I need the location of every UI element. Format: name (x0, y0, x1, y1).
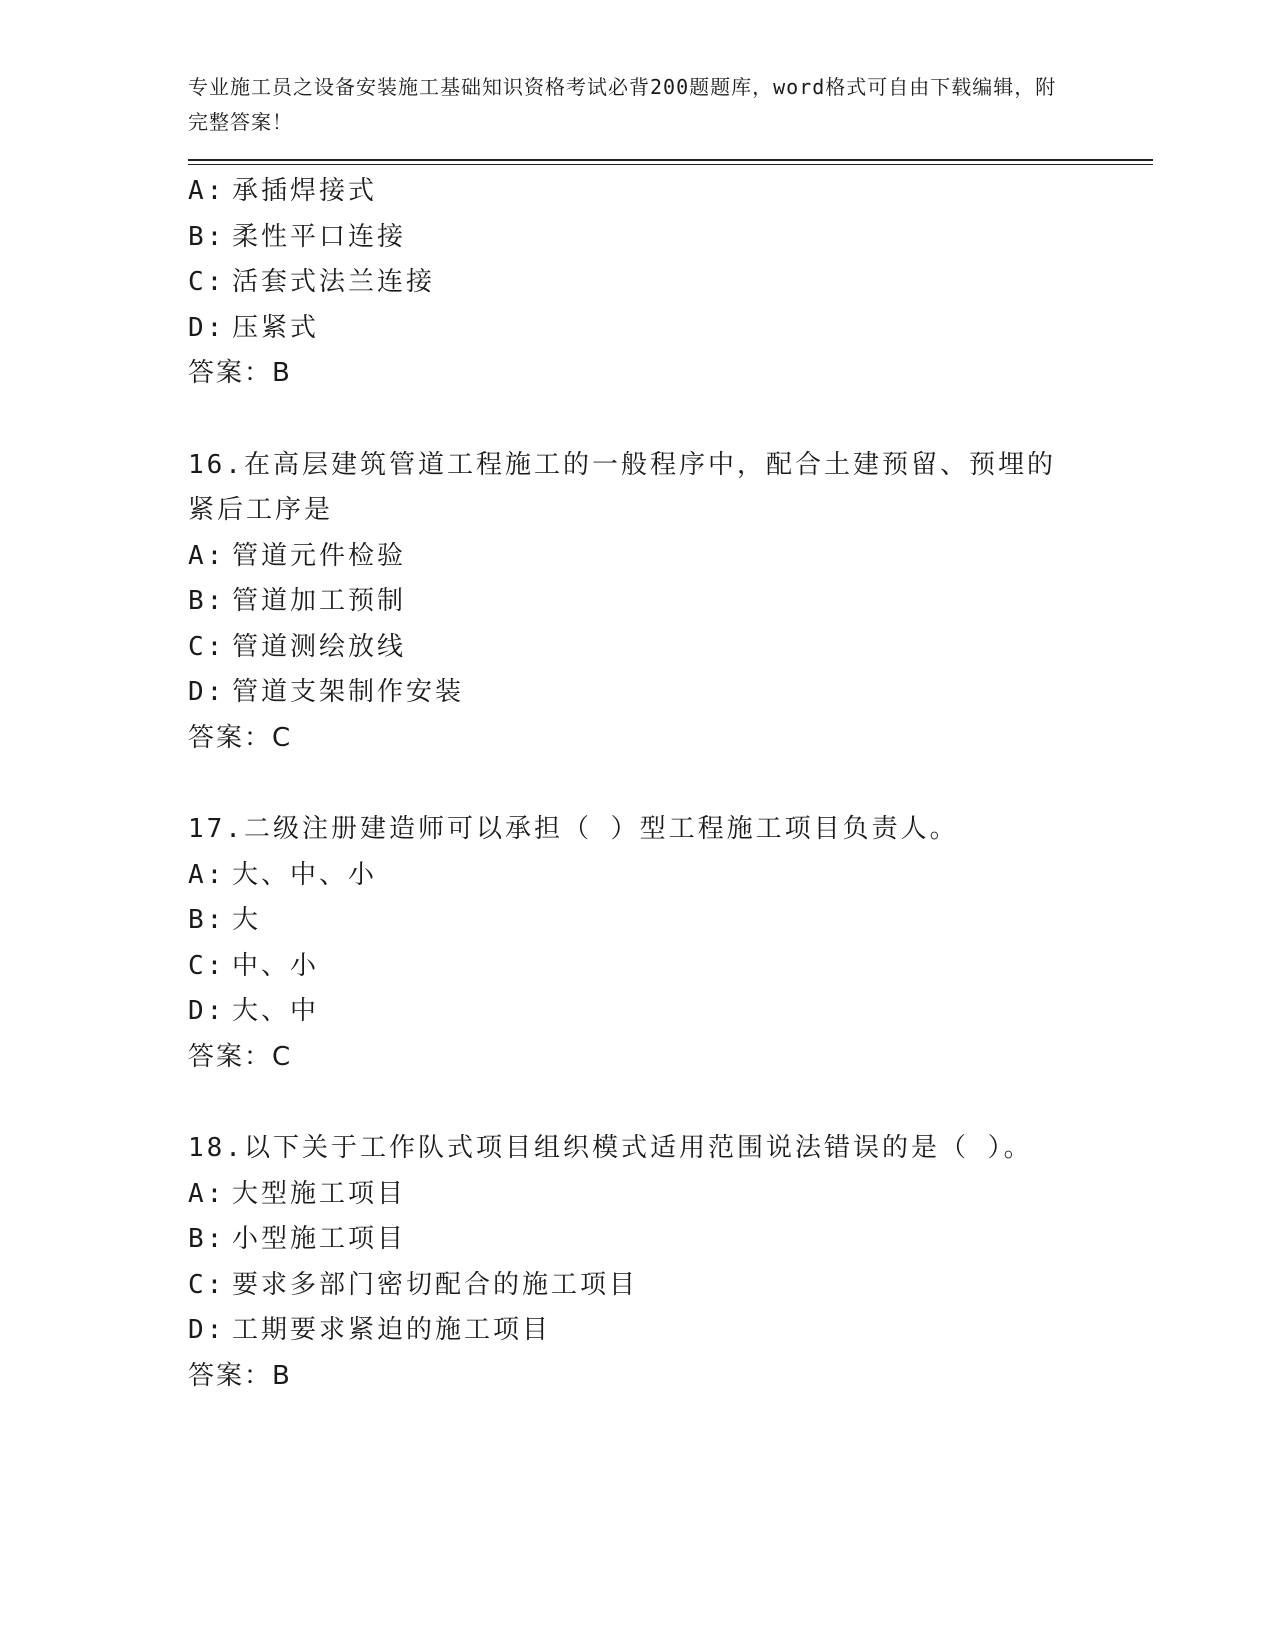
question-block (188, 169, 1148, 397)
document-header: 专业施工员之设备安装施工基础知识资格考试必背200题题库，word格式可自由下载编辑，附完整答案！ (188, 75, 1057, 134)
question-block (188, 1126, 1148, 1399)
option-c (188, 260, 1148, 306)
spacer (188, 397, 1148, 443)
option-d (188, 306, 1148, 352)
option-b (188, 1217, 1148, 1263)
option-label: D: (188, 996, 226, 1026)
option-label: B: (188, 586, 226, 616)
answer: 答案：B (188, 358, 292, 388)
option-label: A: (188, 176, 226, 206)
option-text: 大、中 (232, 996, 320, 1026)
spacer (188, 761, 1148, 807)
option-text: 工期要求紧迫的施工项目 (232, 1315, 552, 1345)
spacer (188, 1080, 1148, 1126)
option-a (188, 853, 1148, 899)
option-c (188, 1263, 1148, 1309)
option-text: 活套式法兰连接 (232, 267, 436, 297)
option-label: D: (188, 677, 226, 707)
answer: 答案：B (188, 1360, 292, 1391)
option-label: B: (188, 905, 226, 935)
option-label: C: (188, 631, 226, 662)
option-label: B: (188, 221, 226, 252)
option-text: 要求多部门密切配合的施工项目 (232, 1269, 639, 1300)
option-a (188, 169, 1148, 215)
answer: 答案：C (188, 1041, 293, 1072)
option-d (188, 670, 1148, 716)
question-block (188, 443, 1148, 762)
option-label: B: (188, 1224, 226, 1254)
option-text: 管道测绘放线 (232, 631, 407, 662)
question-text: 17.二级注册建造师可以承担（ ）型工程施工项目负责人。 (188, 814, 959, 844)
header-rule (188, 159, 1153, 161)
option-text: 管道元件检验 (232, 540, 407, 571)
option-label: A: (188, 540, 226, 571)
option-d (188, 1308, 1148, 1354)
option-label: D: (188, 312, 226, 343)
option-text: 压紧式 (232, 312, 320, 343)
option-text: 承插焊接式 (232, 176, 378, 206)
question-text: 18.以下关于工作队式项目组织模式适用范围说法错误的是（ ）。 (188, 1133, 1033, 1163)
option-text: 中、小 (232, 950, 320, 981)
option-c (188, 625, 1148, 671)
option-text: 大型施工项目 (232, 1178, 407, 1209)
option-a (188, 534, 1148, 580)
option-label: C: (188, 950, 226, 981)
header-rule-thin (188, 164, 1153, 165)
option-b (188, 579, 1148, 625)
option-text: 小型施工项目 (232, 1224, 407, 1254)
option-text: 管道支架制作安装 (232, 677, 465, 707)
option-label: A: (188, 859, 226, 890)
option-label: A: (188, 1178, 226, 1209)
option-label: C: (188, 1269, 226, 1300)
option-text: 管道加工预制 (232, 586, 407, 616)
document-page (188, 70, 1148, 1399)
answer: 答案：C (188, 722, 293, 753)
option-a (188, 1172, 1148, 1218)
option-c (188, 944, 1148, 990)
option-label: D: (188, 1315, 226, 1345)
option-label: C: (188, 267, 226, 297)
option-b (188, 898, 1148, 944)
option-d (188, 989, 1148, 1035)
question-text: 16.在高层建筑管道工程施工的一般程序中，配合土建预留、预埋的紧后工序是 (188, 449, 1056, 525)
option-text: 柔性平口连接 (232, 221, 407, 252)
question-block (188, 807, 1148, 1080)
option-text: 大、中、小 (232, 859, 378, 890)
option-b (188, 215, 1148, 261)
option-text: 大 (232, 905, 262, 935)
